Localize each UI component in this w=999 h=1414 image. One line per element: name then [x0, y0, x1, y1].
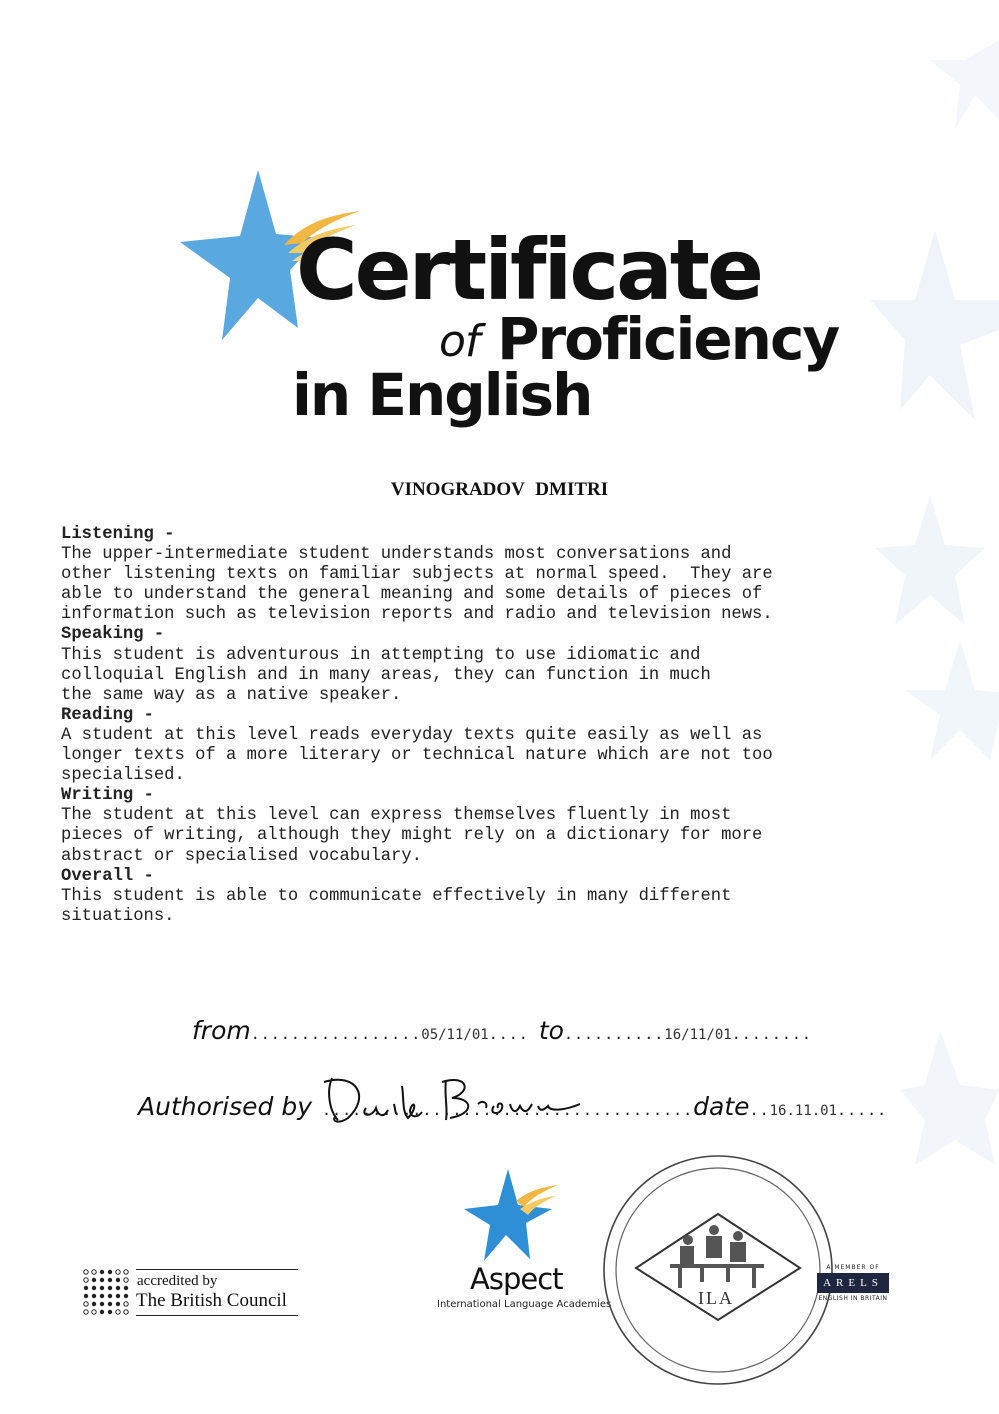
section-line: This student is able to communicate effectively in many different [61, 886, 732, 906]
section-writing [61, 786, 941, 866]
section-speaking [61, 625, 941, 705]
section-line: the same way as a native speaker. [61, 685, 402, 705]
section-line: able to understand the general meaning and some details of pieces of [61, 585, 763, 605]
title-of: of [439, 316, 480, 367]
authorised-by-label: Authorised by [138, 1092, 312, 1121]
section-reading [61, 706, 941, 786]
section-heading: Speaking - [61, 625, 165, 645]
section-line: information such as television reports and radio and television news. [61, 605, 773, 625]
dotted-leader: .... [488, 1025, 539, 1043]
british-council-dots-icon [82, 1268, 132, 1318]
section-line: pieces of writing, although they might rely on a dictionary for more [61, 826, 763, 846]
aspect-star-icon [460, 1165, 560, 1265]
to-label: to [538, 1016, 564, 1045]
accredited-line-1: accredited by [137, 1273, 218, 1289]
signature-icon [318, 1068, 588, 1128]
ila-stamp-icon [600, 1152, 835, 1387]
arels-top-text: A MEMBER OF [826, 1264, 880, 1271]
dotted-leader: ........ [731, 1025, 812, 1043]
divider [136, 1269, 298, 1270]
from-date: 05/11/01 [421, 1027, 489, 1043]
dotted-leader: ..... [837, 1101, 888, 1119]
to-date: 16/11/01 [664, 1027, 732, 1043]
section-heading: Writing - [61, 786, 154, 806]
section-heading: Overall - [61, 866, 154, 886]
aspect-name: Aspect [470, 1262, 563, 1296]
section-heading: Listening - [61, 525, 175, 544]
section-line: The student at this level can express themselves fluently in most [61, 806, 732, 826]
student-name: VINOGRADOV DMITRI [390, 479, 609, 500]
date-label: date [693, 1092, 750, 1121]
from-label: from [192, 1016, 251, 1045]
section-line: abstract or specialised vocabulary. [61, 846, 422, 866]
dotted-leader: .. [749, 1101, 770, 1119]
divider [136, 1315, 298, 1316]
section-line: situations. [61, 906, 175, 926]
section-line: This student is adventurous in attempting to use idiomatic and [61, 645, 701, 665]
arels-bottom-text: ENGLISH IN BRITAIN [818, 1295, 888, 1302]
section-line: A student at this level reads everyday texts quite easily as well as [61, 725, 763, 745]
section-line: The upper-intermediate student understands most conversations and [61, 545, 732, 565]
title-proficiency: Proficiency [497, 305, 839, 373]
assessment-body [61, 525, 941, 927]
stamp-text: ILA [698, 1288, 734, 1308]
dotted-leader: ................. [250, 1025, 422, 1043]
section-line: other listening texts on familiar subjects at normal speed. They are [61, 565, 773, 585]
dotted-leader: .......... [563, 1025, 665, 1043]
title-in-english: in English [292, 361, 592, 429]
section-line: colloquial English and in many areas, they can function in much [61, 665, 711, 685]
section-overall [61, 867, 941, 927]
section-line: specialised. [61, 766, 185, 786]
arels-mid-text: ARELS [817, 1273, 889, 1293]
period-line [192, 1016, 812, 1045]
section-heading: Reading - [61, 705, 154, 725]
accredited-line-2: The British Council [136, 1290, 287, 1311]
section-line: longer texts of a more literary or technical nature which are not too [61, 746, 773, 766]
section-listening [61, 525, 941, 625]
arels-badge-icon [817, 1264, 889, 1310]
dotted-leader: ..................................... [312, 1101, 694, 1119]
date-value: 16.11.01 [769, 1103, 838, 1119]
certificate-title: Certificate [296, 221, 761, 319]
aspect-subtitle: International Language Academies [437, 1299, 612, 1310]
